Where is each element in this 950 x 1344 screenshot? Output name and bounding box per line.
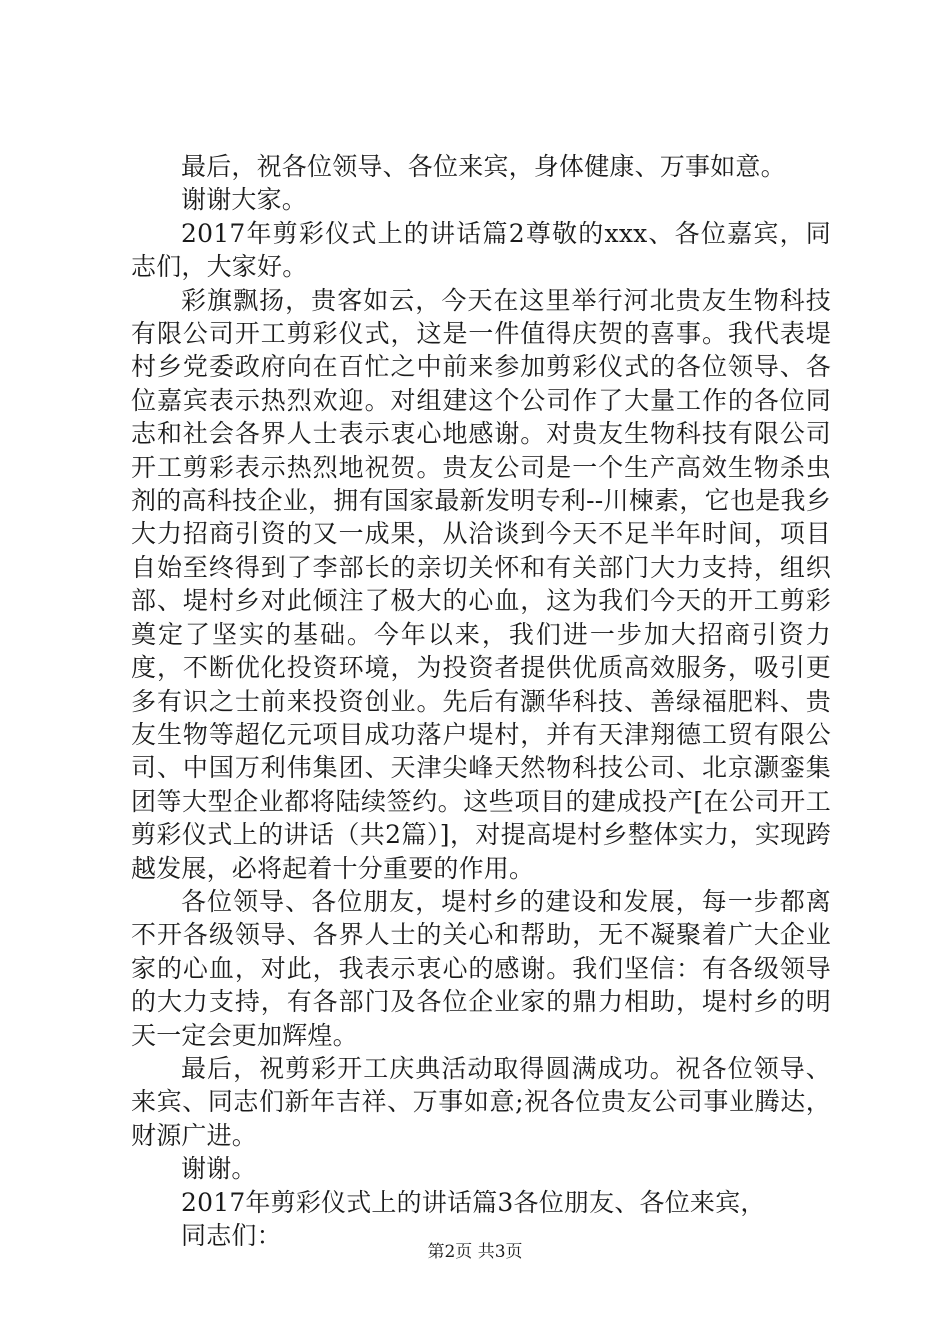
paragraph-speech-3-heading: 2017年剪彩仪式上的讲话篇3各位朋友、各位来宾， xyxy=(181,1187,766,1217)
paragraph-thanks: 谢谢。 xyxy=(181,1154,257,1184)
paragraph-speech-2-body: 彩旗飘扬，贵客如云，今天在这里举行河北贵友生物科技有限公司开工剪彩仪式，这是一件值得庆贺的喜事。我代表堤村乡党委政府向在百忙之中前来参加剪彩仪式的各位领导、各位嘉宾表示热烈欢迎。对组建这个公司作了大量工作的各位同志和社会各界人士表示衷心地感谢。对贵友生物科技有限公司开工剪彩表示热烈地祝贺。贵友公司是一个生产高效生物杀虫剂的高科技企业，拥有国家最新发明专利--川楝素，它也是我乡大力招商引资的又一成果，从洽谈到今天不足半年时间，项目自始至终得到了李部长的亲切关怀和有关部门大力支持，组织部、堤村乡对此倾注了极大的心血，这为我们今天的开工剪彩奠定了坚实的基础。今年以来，我们进一步加大招商引资力度，不断优化投资环境，为投资者提供优质高效服务，吸引更多有识之士前来投资创业。先后有灏华科技、善绿福肥料、贵友生物等超亿元项目成功落户堤村，并有天津翔德工贸有限公司、中国万利伟集团、天津尖峰天然物科技公司、北京灏銮集团等大型企业都将陆续签约。这些项目的建成投产[在公司开工剪彩仪式上的讲话（共2篇）]，对提高堤村乡整体实力，实现跨越发展，必将起着十分重要的作用。 xyxy=(131,285,831,883)
paragraph-thanks-all: 谢谢大家。 xyxy=(181,185,308,215)
paragraph-gratitude: 各位领导、各位朋友，堤村乡的建设和发展，每一步都离不开各级领导、各界人士的关心和帮助，无不凝聚着广大企业家的心血，对此，我表示衷心的感谢。我们坚信：有各级领导的大力支持，有各部门及各位企业家的鼎力相助，堤村乡的明天一定会更加辉煌。 xyxy=(131,886,831,1050)
document-body xyxy=(131,150,831,1252)
paragraph-speech-2-heading: 2017年剪彩仪式上的讲话篇2尊敬的xxx、各位嘉宾，同志们，大家好。 xyxy=(131,218,831,282)
paragraph-closing-wishes: 最后，祝各位领导、各位来宾，身体健康、万事如意。 xyxy=(181,152,786,181)
page-footer: 第2页 共3页 xyxy=(427,1242,523,1262)
paragraph-final-wishes: 最后，祝剪彩开工庆典活动取得圆满成功。祝各位领导、来宾、同志们新年吉祥、万事如意;祝各位贵友公司事业腾达，财源广进。 xyxy=(131,1053,831,1150)
paragraph-speech-3-salutation: 同志们： xyxy=(181,1221,282,1250)
